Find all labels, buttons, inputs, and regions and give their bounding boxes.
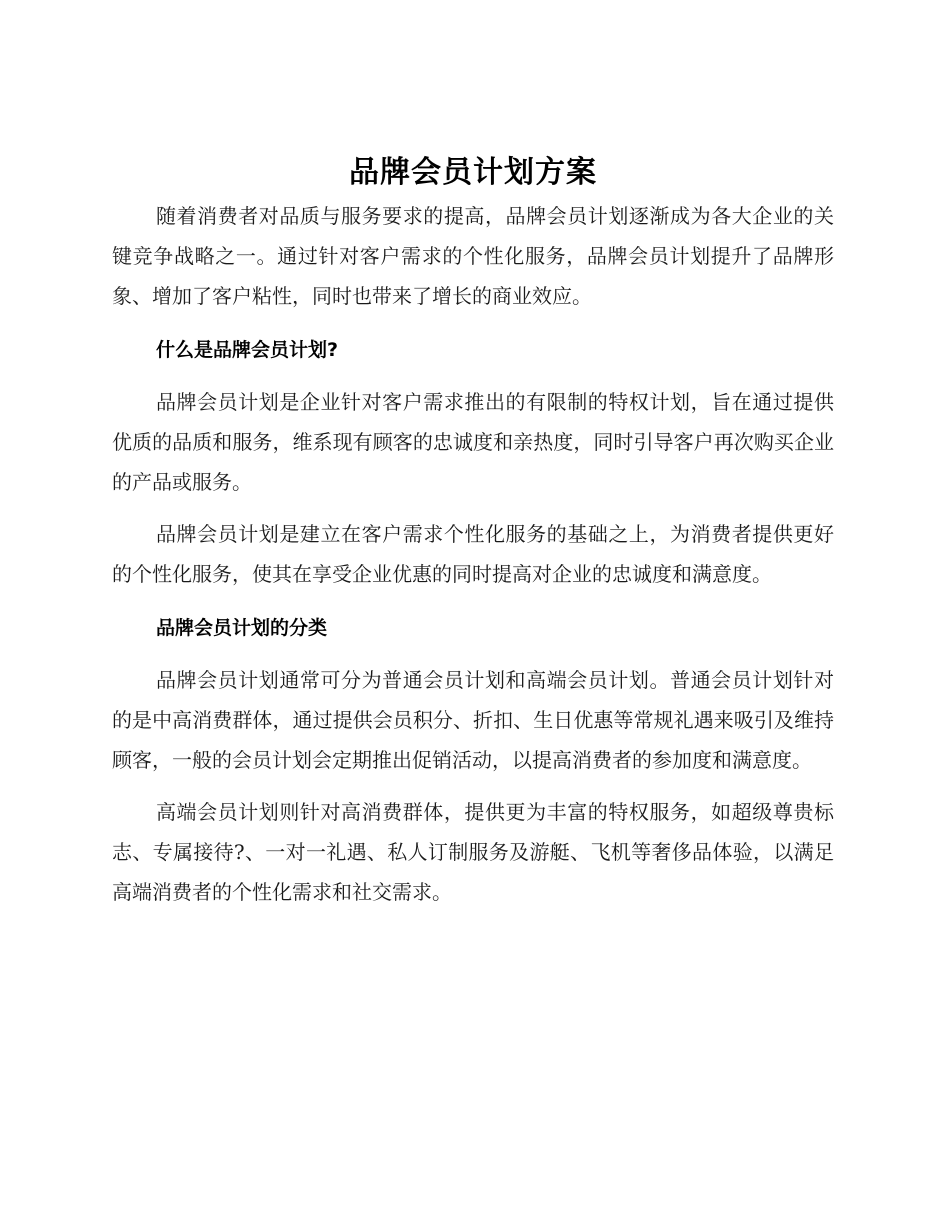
section-heading-what-is: 什么是品牌会员计划?	[156, 339, 339, 361]
section-paragraph: 品牌会员计划是企业针对客户需求推出的有限制的特权计划，旨在通过提供优质的品质和服务，维系现有顾客的忠诚度和亲热度，同时引导客户再次购买企业的产品或服务。	[112, 390, 834, 494]
document-title: 品牌会员计划方案	[349, 155, 597, 190]
section-paragraph: 高端会员计划则针对高消费群体，提供更为丰富的特权服务，如超级尊贵标志、专属接待?、一对一礼遇、私人订制服务及游艇、飞机等奢侈品体验，以满足高端消费者的个性化需求和社交需求。	[112, 800, 834, 904]
section-paragraph: 品牌会员计划通常可分为普通会员计划和高端会员计划。普通会员计划针对的是中高消费群体，通过提供会员积分、折扣、生日优惠等常规礼遇来吸引及维持顾客，一般的会员计划会定期推出促销活动，以提高消费者的参加度和满意度。	[112, 668, 834, 772]
document-body	[112, 150, 834, 912]
section-heading-categories: 品牌会员计划的分类	[156, 617, 328, 639]
intro-paragraph: 随着消费者对品质与服务要求的提高，品牌会员计划逐渐成为各大企业的关键竞争战略之一。通过针对客户需求的个性化服务，品牌会员计划提升了品牌形象、增加了客户粘性，同时也带来了增长的商业效应。	[112, 204, 834, 308]
section-paragraph: 品牌会员计划是建立在客户需求个性化服务的基础之上，为消费者提供更好的个性化服务，使其在享受企业优惠的同时提高对企业的忠诚度和满意度。	[112, 522, 834, 586]
